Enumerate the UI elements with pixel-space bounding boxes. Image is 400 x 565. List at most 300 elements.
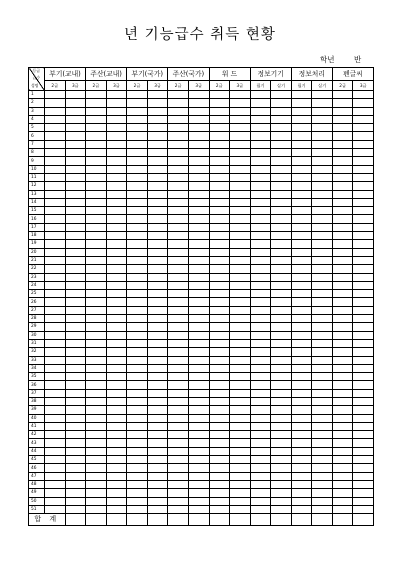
entry-cell[interactable] — [168, 232, 189, 240]
entry-cell[interactable] — [271, 373, 292, 381]
entry-cell[interactable] — [332, 248, 353, 256]
entry-cell[interactable] — [86, 456, 107, 464]
entry-cell[interactable] — [230, 464, 251, 472]
entry-cell[interactable] — [127, 439, 148, 447]
entry-cell[interactable] — [188, 364, 209, 372]
entry-cell[interactable] — [65, 389, 86, 397]
entry-cell[interactable] — [127, 273, 148, 281]
entry-cell[interactable] — [332, 265, 353, 273]
entry-cell[interactable] — [65, 472, 86, 480]
entry-cell[interactable] — [209, 315, 230, 323]
entry-cell[interactable] — [188, 456, 209, 464]
entry-cell[interactable] — [291, 356, 312, 364]
entry-cell[interactable] — [230, 107, 251, 115]
entry-cell[interactable] — [353, 182, 374, 190]
entry-cell[interactable] — [209, 165, 230, 173]
entry-cell[interactable] — [312, 256, 333, 264]
entry-cell[interactable] — [230, 480, 251, 488]
entry-cell[interactable] — [106, 149, 127, 157]
entry-cell[interactable] — [127, 173, 148, 181]
entry-cell[interactable] — [147, 248, 168, 256]
entry-cell[interactable] — [230, 207, 251, 215]
entry-cell[interactable] — [86, 356, 107, 364]
entry-cell[interactable] — [291, 281, 312, 289]
entry-cell[interactable] — [65, 464, 86, 472]
entry-cell[interactable] — [168, 140, 189, 148]
entry-cell[interactable] — [106, 281, 127, 289]
entry-cell[interactable] — [353, 207, 374, 215]
entry-cell[interactable] — [271, 480, 292, 488]
entry-cell[interactable] — [106, 431, 127, 439]
entry-cell[interactable] — [353, 373, 374, 381]
entry-cell[interactable] — [106, 447, 127, 455]
entry-cell[interactable] — [312, 381, 333, 389]
entry-cell[interactable] — [147, 422, 168, 430]
entry-cell[interactable] — [168, 306, 189, 314]
entry-cell[interactable] — [86, 273, 107, 281]
entry-cell[interactable] — [250, 91, 271, 99]
entry-cell[interactable] — [250, 132, 271, 140]
entry-cell[interactable] — [168, 248, 189, 256]
entry-cell[interactable] — [147, 381, 168, 389]
entry-cell[interactable] — [168, 173, 189, 181]
entry-cell[interactable] — [188, 198, 209, 206]
entry-cell[interactable] — [230, 99, 251, 107]
entry-cell[interactable] — [127, 240, 148, 248]
entry-cell[interactable] — [106, 107, 127, 115]
entry-cell[interactable] — [168, 480, 189, 488]
entry-cell[interactable] — [312, 356, 333, 364]
entry-cell[interactable] — [353, 256, 374, 264]
entry-cell[interactable] — [147, 207, 168, 215]
entry-cell[interactable] — [353, 190, 374, 198]
entry-cell[interactable] — [106, 198, 127, 206]
entry-cell[interactable] — [291, 190, 312, 198]
entry-cell[interactable] — [86, 182, 107, 190]
entry-cell[interactable] — [45, 290, 66, 298]
entry-cell[interactable] — [147, 256, 168, 264]
entry-cell[interactable] — [188, 439, 209, 447]
entry-cell[interactable] — [353, 99, 374, 107]
entry-cell[interactable] — [250, 331, 271, 339]
entry-cell[interactable] — [127, 489, 148, 497]
entry-cell[interactable] — [127, 182, 148, 190]
entry-cell[interactable] — [230, 165, 251, 173]
entry-cell[interactable] — [271, 315, 292, 323]
entry-cell[interactable] — [209, 248, 230, 256]
total-cell[interactable] — [209, 514, 230, 526]
entry-cell[interactable] — [291, 173, 312, 181]
entry-cell[interactable] — [230, 198, 251, 206]
entry-cell[interactable] — [271, 356, 292, 364]
entry-cell[interactable] — [332, 232, 353, 240]
entry-cell[interactable] — [291, 348, 312, 356]
entry-cell[interactable] — [127, 140, 148, 148]
entry-cell[interactable] — [65, 331, 86, 339]
entry-cell[interactable] — [209, 414, 230, 422]
entry-cell[interactable] — [250, 190, 271, 198]
entry-cell[interactable] — [106, 323, 127, 331]
entry-cell[interactable] — [147, 140, 168, 148]
entry-cell[interactable] — [86, 505, 107, 513]
entry-cell[interactable] — [168, 331, 189, 339]
entry-cell[interactable] — [230, 306, 251, 314]
entry-cell[interactable] — [168, 373, 189, 381]
entry-cell[interactable] — [230, 290, 251, 298]
entry-cell[interactable] — [271, 464, 292, 472]
entry-cell[interactable] — [168, 339, 189, 347]
entry-cell[interactable] — [332, 256, 353, 264]
entry-cell[interactable] — [312, 115, 333, 123]
entry-cell[interactable] — [332, 456, 353, 464]
entry-cell[interactable] — [86, 348, 107, 356]
entry-cell[interactable] — [45, 356, 66, 364]
entry-cell[interactable] — [312, 298, 333, 306]
entry-cell[interactable] — [168, 99, 189, 107]
entry-cell[interactable] — [65, 315, 86, 323]
entry-cell[interactable] — [86, 389, 107, 397]
entry-cell[interactable] — [271, 265, 292, 273]
entry-cell[interactable] — [230, 339, 251, 347]
entry-cell[interactable] — [312, 480, 333, 488]
entry-cell[interactable] — [230, 497, 251, 505]
entry-cell[interactable] — [65, 447, 86, 455]
entry-cell[interactable] — [86, 364, 107, 372]
entry-cell[interactable] — [106, 472, 127, 480]
entry-cell[interactable] — [312, 439, 333, 447]
entry-cell[interactable] — [291, 381, 312, 389]
entry-cell[interactable] — [86, 115, 107, 123]
entry-cell[interactable] — [230, 389, 251, 397]
entry-cell[interactable] — [127, 298, 148, 306]
entry-cell[interactable] — [106, 315, 127, 323]
entry-cell[interactable] — [127, 157, 148, 165]
entry-cell[interactable] — [291, 306, 312, 314]
entry-cell[interactable] — [65, 290, 86, 298]
entry-cell[interactable] — [230, 472, 251, 480]
entry-cell[interactable] — [86, 331, 107, 339]
entry-cell[interactable] — [291, 149, 312, 157]
entry-cell[interactable] — [45, 207, 66, 215]
entry-cell[interactable] — [271, 397, 292, 405]
entry-cell[interactable] — [271, 273, 292, 281]
entry-cell[interactable] — [230, 323, 251, 331]
entry-cell[interactable] — [332, 414, 353, 422]
entry-cell[interactable] — [209, 281, 230, 289]
entry-cell[interactable] — [188, 331, 209, 339]
entry-cell[interactable] — [332, 356, 353, 364]
entry-cell[interactable] — [332, 157, 353, 165]
entry-cell[interactable] — [353, 331, 374, 339]
entry-cell[interactable] — [45, 456, 66, 464]
entry-cell[interactable] — [65, 207, 86, 215]
entry-cell[interactable] — [65, 232, 86, 240]
entry-cell[interactable] — [65, 406, 86, 414]
entry-cell[interactable] — [250, 373, 271, 381]
entry-cell[interactable] — [106, 464, 127, 472]
entry-cell[interactable] — [65, 456, 86, 464]
entry-cell[interactable] — [271, 414, 292, 422]
entry-cell[interactable] — [188, 215, 209, 223]
entry-cell[interactable] — [188, 356, 209, 364]
entry-cell[interactable] — [332, 373, 353, 381]
entry-cell[interactable] — [45, 115, 66, 123]
entry-cell[interactable] — [209, 107, 230, 115]
entry-cell[interactable] — [230, 397, 251, 405]
entry-cell[interactable] — [127, 323, 148, 331]
entry-cell[interactable] — [86, 149, 107, 157]
entry-cell[interactable] — [106, 248, 127, 256]
entry-cell[interactable] — [250, 124, 271, 132]
entry-cell[interactable] — [271, 132, 292, 140]
entry-cell[interactable] — [209, 265, 230, 273]
entry-cell[interactable] — [353, 157, 374, 165]
entry-cell[interactable] — [45, 364, 66, 372]
entry-cell[interactable] — [312, 248, 333, 256]
entry-cell[interactable] — [353, 356, 374, 364]
entry-cell[interactable] — [353, 107, 374, 115]
entry-cell[interactable] — [106, 157, 127, 165]
entry-cell[interactable] — [188, 157, 209, 165]
entry-cell[interactable] — [230, 373, 251, 381]
entry-cell[interactable] — [271, 207, 292, 215]
entry-cell[interactable] — [353, 140, 374, 148]
entry-cell[interactable] — [209, 215, 230, 223]
entry-cell[interactable] — [332, 339, 353, 347]
entry-cell[interactable] — [65, 248, 86, 256]
entry-cell[interactable] — [312, 397, 333, 405]
entry-cell[interactable] — [106, 339, 127, 347]
entry-cell[interactable] — [209, 149, 230, 157]
entry-cell[interactable] — [86, 497, 107, 505]
entry-cell[interactable] — [312, 414, 333, 422]
entry-cell[interactable] — [230, 223, 251, 231]
entry-cell[interactable] — [127, 232, 148, 240]
entry-cell[interactable] — [65, 173, 86, 181]
entry-cell[interactable] — [127, 339, 148, 347]
entry-cell[interactable] — [65, 223, 86, 231]
entry-cell[interactable] — [127, 331, 148, 339]
entry-cell[interactable] — [65, 489, 86, 497]
entry-cell[interactable] — [188, 323, 209, 331]
entry-cell[interactable] — [106, 439, 127, 447]
entry-cell[interactable] — [312, 240, 333, 248]
entry-cell[interactable] — [86, 190, 107, 198]
entry-cell[interactable] — [291, 165, 312, 173]
entry-cell[interactable] — [332, 464, 353, 472]
entry-cell[interactable] — [106, 381, 127, 389]
entry-cell[interactable] — [147, 107, 168, 115]
entry-cell[interactable] — [312, 91, 333, 99]
entry-cell[interactable] — [127, 505, 148, 513]
entry-cell[interactable] — [168, 456, 189, 464]
entry-cell[interactable] — [106, 115, 127, 123]
entry-cell[interactable] — [106, 240, 127, 248]
entry-cell[interactable] — [209, 339, 230, 347]
entry-cell[interactable] — [353, 215, 374, 223]
total-cell[interactable] — [168, 514, 189, 526]
entry-cell[interactable] — [147, 323, 168, 331]
entry-cell[interactable] — [332, 364, 353, 372]
entry-cell[interactable] — [188, 265, 209, 273]
entry-cell[interactable] — [106, 331, 127, 339]
entry-cell[interactable] — [332, 173, 353, 181]
entry-cell[interactable] — [188, 348, 209, 356]
entry-cell[interactable] — [250, 389, 271, 397]
entry-cell[interactable] — [230, 182, 251, 190]
entry-cell[interactable] — [188, 149, 209, 157]
entry-cell[interactable] — [271, 157, 292, 165]
entry-cell[interactable] — [271, 256, 292, 264]
entry-cell[interactable] — [332, 480, 353, 488]
entry-cell[interactable] — [312, 107, 333, 115]
entry-cell[interactable] — [45, 165, 66, 173]
entry-cell[interactable] — [250, 107, 271, 115]
entry-cell[interactable] — [188, 464, 209, 472]
entry-cell[interactable] — [127, 348, 148, 356]
entry-cell[interactable] — [147, 165, 168, 173]
entry-cell[interactable] — [106, 389, 127, 397]
entry-cell[interactable] — [332, 182, 353, 190]
entry-cell[interactable] — [271, 215, 292, 223]
entry-cell[interactable] — [353, 149, 374, 157]
entry-cell[interactable] — [312, 273, 333, 281]
entry-cell[interactable] — [147, 480, 168, 488]
entry-cell[interactable] — [291, 298, 312, 306]
entry-cell[interactable] — [127, 431, 148, 439]
entry-cell[interactable] — [209, 182, 230, 190]
entry-cell[interactable] — [291, 256, 312, 264]
entry-cell[interactable] — [271, 198, 292, 206]
entry-cell[interactable] — [45, 480, 66, 488]
entry-cell[interactable] — [45, 173, 66, 181]
entry-cell[interactable] — [332, 215, 353, 223]
entry-cell[interactable] — [147, 456, 168, 464]
entry-cell[interactable] — [188, 397, 209, 405]
entry-cell[interactable] — [86, 99, 107, 107]
entry-cell[interactable] — [332, 406, 353, 414]
entry-cell[interactable] — [230, 281, 251, 289]
entry-cell[interactable] — [65, 198, 86, 206]
entry-cell[interactable] — [353, 439, 374, 447]
entry-cell[interactable] — [65, 348, 86, 356]
entry-cell[interactable] — [168, 157, 189, 165]
entry-cell[interactable] — [147, 215, 168, 223]
entry-cell[interactable] — [332, 447, 353, 455]
entry-cell[interactable] — [168, 182, 189, 190]
entry-cell[interactable] — [353, 497, 374, 505]
entry-cell[interactable] — [127, 198, 148, 206]
total-cell[interactable] — [65, 514, 86, 526]
entry-cell[interactable] — [250, 439, 271, 447]
entry-cell[interactable] — [65, 140, 86, 148]
entry-cell[interactable] — [209, 115, 230, 123]
entry-cell[interactable] — [209, 157, 230, 165]
entry-cell[interactable] — [353, 505, 374, 513]
entry-cell[interactable] — [188, 140, 209, 148]
entry-cell[interactable] — [127, 115, 148, 123]
entry-cell[interactable] — [230, 190, 251, 198]
entry-cell[interactable] — [230, 215, 251, 223]
entry-cell[interactable] — [147, 431, 168, 439]
entry-cell[interactable] — [271, 497, 292, 505]
entry-cell[interactable] — [209, 447, 230, 455]
entry-cell[interactable] — [45, 256, 66, 264]
entry-cell[interactable] — [45, 439, 66, 447]
entry-cell[interactable] — [86, 290, 107, 298]
entry-cell[interactable] — [230, 132, 251, 140]
entry-cell[interactable] — [188, 223, 209, 231]
entry-cell[interactable] — [230, 248, 251, 256]
entry-cell[interactable] — [332, 489, 353, 497]
entry-cell[interactable] — [209, 406, 230, 414]
entry-cell[interactable] — [127, 207, 148, 215]
entry-cell[interactable] — [168, 348, 189, 356]
entry-cell[interactable] — [250, 431, 271, 439]
entry-cell[interactable] — [209, 364, 230, 372]
entry-cell[interactable] — [45, 397, 66, 405]
entry-cell[interactable] — [271, 248, 292, 256]
entry-cell[interactable] — [250, 223, 271, 231]
entry-cell[interactable] — [147, 290, 168, 298]
entry-cell[interactable] — [312, 124, 333, 132]
entry-cell[interactable] — [209, 207, 230, 215]
entry-cell[interactable] — [147, 149, 168, 157]
entry-cell[interactable] — [65, 422, 86, 430]
entry-cell[interactable] — [168, 464, 189, 472]
entry-cell[interactable] — [271, 281, 292, 289]
entry-cell[interactable] — [271, 306, 292, 314]
entry-cell[interactable] — [291, 406, 312, 414]
entry-cell[interactable] — [106, 480, 127, 488]
entry-cell[interactable] — [332, 273, 353, 281]
entry-cell[interactable] — [353, 414, 374, 422]
entry-cell[interactable] — [271, 182, 292, 190]
entry-cell[interactable] — [312, 157, 333, 165]
entry-cell[interactable] — [332, 298, 353, 306]
total-cell[interactable] — [353, 514, 374, 526]
entry-cell[interactable] — [291, 389, 312, 397]
entry-cell[interactable] — [45, 157, 66, 165]
entry-cell[interactable] — [312, 290, 333, 298]
entry-cell[interactable] — [291, 439, 312, 447]
entry-cell[interactable] — [65, 132, 86, 140]
entry-cell[interactable] — [127, 265, 148, 273]
entry-cell[interactable] — [209, 497, 230, 505]
entry-cell[interactable] — [188, 182, 209, 190]
entry-cell[interactable] — [250, 464, 271, 472]
entry-cell[interactable] — [86, 207, 107, 215]
entry-cell[interactable] — [65, 273, 86, 281]
entry-cell[interactable] — [127, 281, 148, 289]
entry-cell[interactable] — [353, 165, 374, 173]
entry-cell[interactable] — [147, 472, 168, 480]
entry-cell[interactable] — [147, 464, 168, 472]
entry-cell[interactable] — [332, 198, 353, 206]
entry-cell[interactable] — [291, 248, 312, 256]
entry-cell[interactable] — [209, 190, 230, 198]
entry-cell[interactable] — [127, 99, 148, 107]
entry-cell[interactable] — [45, 240, 66, 248]
total-cell[interactable] — [250, 514, 271, 526]
entry-cell[interactable] — [332, 140, 353, 148]
entry-cell[interactable] — [312, 190, 333, 198]
entry-cell[interactable] — [271, 505, 292, 513]
entry-cell[interactable] — [353, 364, 374, 372]
entry-cell[interactable] — [353, 132, 374, 140]
entry-cell[interactable] — [168, 265, 189, 273]
entry-cell[interactable] — [332, 389, 353, 397]
